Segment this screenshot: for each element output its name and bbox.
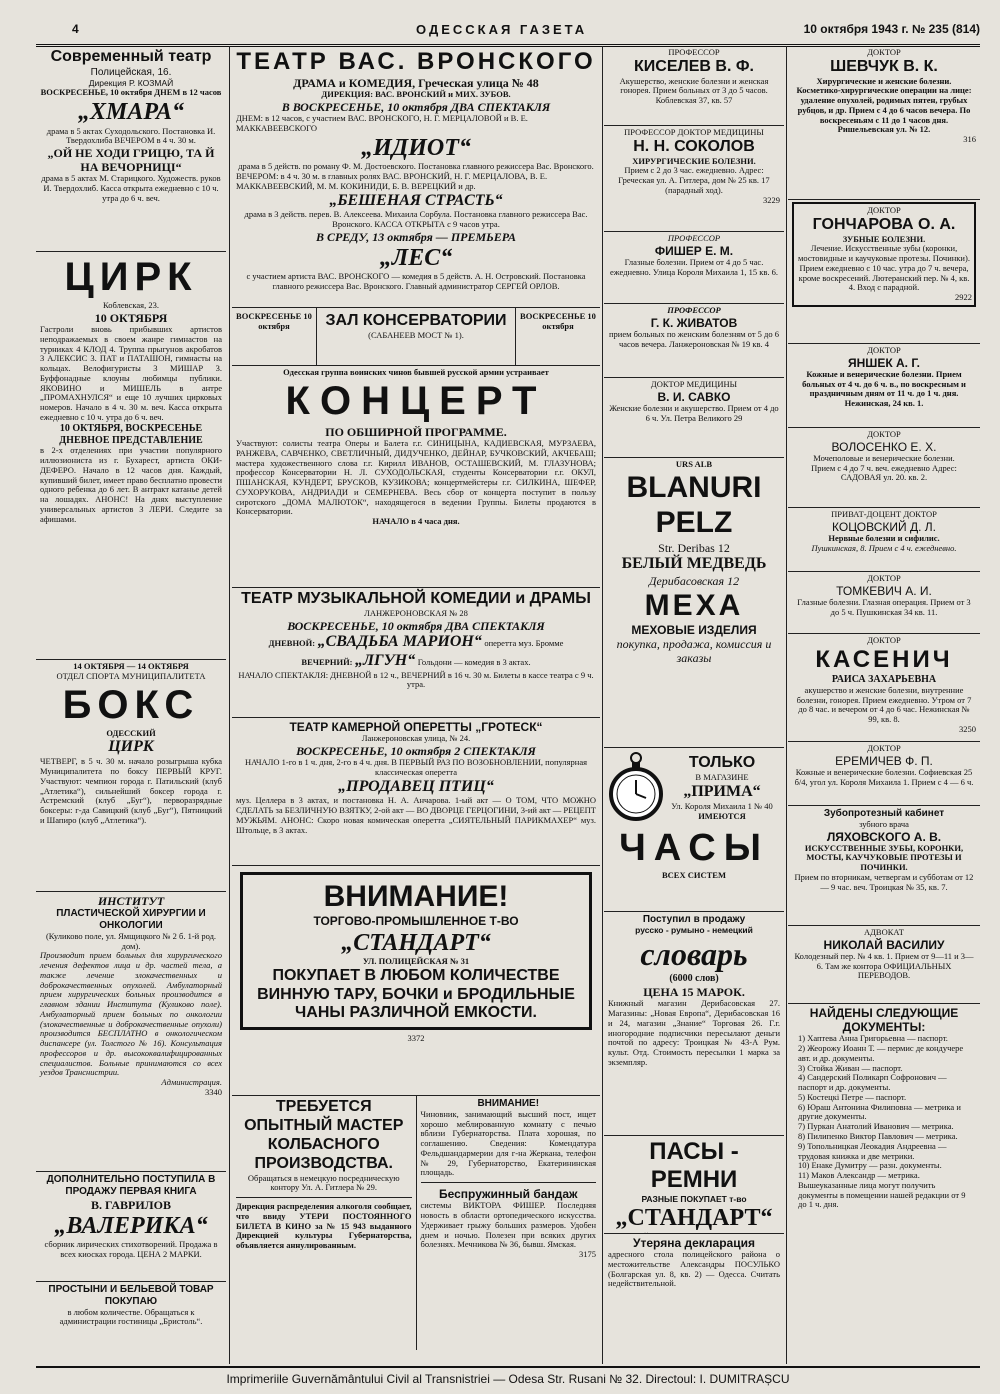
circus-title: ЦИРК <box>64 255 198 299</box>
book-desc: сборник лирических стихотворений. Продажа в всех киосках города. ЦЕНА 2 МАРКИ. <box>44 1239 218 1259</box>
circus-date: 10 ОКТЯБРЯ <box>94 310 168 325</box>
theatre-address: Полицейская, 16. <box>90 66 172 78</box>
doctor-role: ДОКТОР <box>867 573 901 583</box>
musical-day-label: ДНЕВНОЙ: <box>268 637 316 648</box>
prima-address: Ул. Короля Михаила 1 № 40 <box>671 800 773 811</box>
notice-text: Чиновник, занимающий высший пост, ищет хорошо меблированную комнату с печью вблизи Губернаторства. Плата хорошая, по соглашению. Сведения: Комендатура Фельдшандармерии для г-на Жеркана, телефон № 29, Губернаторство, Екатерининская площадь. <box>420 1108 596 1178</box>
bandage-title: Беспружинный бандаж <box>438 1187 578 1202</box>
institute-signature: Администрация. <box>161 1077 222 1088</box>
furs-title: МЕХА <box>644 588 744 622</box>
standart-heading: ВНИМАНИЕ! <box>323 880 509 913</box>
ad-number: 3372 <box>407 1033 425 1044</box>
dental-hours: Прием по вторникам, четвергам и субботам от 12 — 9 час. веч. Троицкая № 35, кв. 7. <box>794 872 974 892</box>
standart-name: „СТАНДАРТ“ <box>341 929 491 956</box>
vronsky-direction: ДИРЕКЦИЯ: ВАС. ВРОНСКИЙ и МИХ. ЗУБОВ. <box>321 89 511 100</box>
doctor-name: ВОЛОСЕНКО Е. Х. <box>831 439 937 454</box>
furs-brand: BLANURI <box>626 470 762 504</box>
ad-lawyer <box>788 926 980 1004</box>
belts-subtitle: РАЗНЫЕ ПОКУПАЕТ т-во <box>641 1193 747 1204</box>
boxing-dates: 14 ОКТЯБРЯ — 14 ОКТЯБРЯ <box>73 661 189 671</box>
doctor-specialty: Мочеполовые и венерические болезни. <box>813 452 955 463</box>
musical-evening-label: ВЕЧЕРНИЙ: <box>301 656 353 667</box>
furs-brand-top: URS ALB <box>675 459 713 469</box>
institute-subtitle: ПЛАСТИЧЕСКОЙ ХИРУРГИИ И ОНКОЛОГИИ <box>56 908 206 931</box>
issue-date: 10 октября 1943 г. № 235 (814) <box>803 22 980 36</box>
doctor-role: ДОКТОР <box>867 47 901 57</box>
doctor-text: Женские болезни и акушерство. Прием от 4 до 6 ч. Ул. Петра Великого 29 <box>609 402 779 423</box>
doctor-role: ПРОФЕССОР <box>668 47 720 57</box>
musical-address: ЛАНЖЕРОНОВСКАЯ № 28 <box>364 607 468 618</box>
ad-bandage <box>421 1183 597 1260</box>
play-title: „БЕШЕНАЯ СТРАСТЬ“ <box>329 191 503 209</box>
conservatory-header <box>232 308 600 366</box>
prima-have: ИМЕЮТСЯ <box>698 810 746 821</box>
doctor-name: КОЦОВСКИЙ Д. Л. <box>832 519 936 534</box>
boxing-venue: ЦИРК <box>108 738 154 756</box>
ad-number: 3175 <box>579 1249 596 1260</box>
prima-title: ЧАСЫ <box>619 827 769 869</box>
doctor-first-name: РАИСА ЗАХАРЬЕВНА <box>831 674 937 686</box>
furs-text: покупка, продажа, комиссия и заказы <box>616 637 772 666</box>
boxing-text: ЧЕТВЕРГ, в 5 ч. 30 м. начало розыгрыша кубка Муниципалитета по боксу ПЕРВЫЙ КРУГ. Участвуют: чемпион города г. Патильский (клуб „Атлетика“), сильнейший боксер города г. Астремский (клуб „Буг“), перворазрядные боксеры: г-да Савицкий (клуб „Буг“), Пятницкий и Шапиро (клуб „Атлетика“). <box>40 756 222 825</box>
conservatory-address: (САБАНЕЕВ МОСТ № 1). <box>368 329 464 340</box>
play-desc: драма в 3 действ. перев. В. Алексеева. Михаила Сорбула. Постановка главного режиссера Вас. Вронского. КАССА ОТКРЫТА с 9 часов утра. <box>244 209 588 230</box>
lawyer-role: АДВОКАТ <box>864 927 904 937</box>
dict-text: Книжный магазин Дерибасовская 27. Магазины: „Новая Европа“, Дерибасовская 16 и 24, магазин „Знание“ Торговая 26. Г.г. иногородние подписчики пересылают деньги почтой по адресу: Троицкая № 43-А Рум. культ. Отд. Стоимость пересылки 1 марка за экземпляр. <box>608 998 780 1067</box>
play-desc: драма в 5 актах Суходольского. Постановка И. Твердохлиба ВЕЧЕРОМ в 4 ч. 30 м. <box>46 125 216 146</box>
circus-matinee: в 2-х отделениях при участии популярного иллюзиониста из г. Бухарест, артиста ОКИ-ДЕФЕРО. Начало в 12 часов дня. Каждый, купивший билет, имеет право бесплатно провести одного ребенка до 6 лет. В антракт катанье детей на лошадях. АНОНС! На днях выступление универсальных артистов 3 ЛЕРИ. Следите за афишами. <box>40 445 222 524</box>
doctor-text: Глазные болезни. Прием от 4 до 5 час. ежедневно. Улица Короля Михаила 1, 15 кв. 6. <box>610 256 778 277</box>
master-title: ТРЕБУЕТСЯ ОПЫТНЫЙ МАСТЕР КОЛБАСНОГО ПРОИЗВОДСТВА. <box>244 1098 404 1172</box>
lawyer-text: Колодезный пер. № 4 кв. 1. Прием от 9—11 и 3—6. Там же контора ОФИЦИАЛЬНЫХ ПЕРЕВОДОВ. <box>794 950 974 981</box>
ad-dictionary <box>604 912 784 1136</box>
dental-name: ЛЯХОВСКОГО А. В. <box>826 829 942 844</box>
grotesk-title: ТЕАТР КАМЕРНОЙ ОПЕРЕТТЫ „ГРОТЕСК“ <box>289 720 543 734</box>
grotesk-start: НАЧАЛО 1-го в 1 ч. дня, 2-го в 4 ч. дня. В ПЕРВЫЙ РАЗ ПО ВОЗОБНОВЛЕНИИ, популярная классическая оперетта <box>244 757 588 777</box>
ad-goncharova <box>788 200 980 344</box>
doctor-specialty: Нервные болезни и сифилис. <box>828 532 940 543</box>
doctor-text: Пушкинская, 8. Прием с 4 ч. ежедневно. <box>811 542 957 553</box>
doctor-text: Глазные болезни. Глазная операция. Прием от 3 до 5 ч. Пушкинская 34 кв. 11. <box>797 596 971 617</box>
bandage-text: системы ВИКТОРА ФИШЕР. Последняя новость в области ортопедического искусства. Удерживает грыжу больших размеров. Удобен днем и ночью. Полезен при всяких других болезнях. Мечникова № 36, бывш. Ямская. <box>420 1200 596 1250</box>
dict-price: ЦЕНА 15 МАРОК. <box>643 985 745 1000</box>
doctor-role: ПРОФЕССОР ДОКТОР МЕДИЦИНЫ <box>624 127 764 137</box>
furs-address: Str. Deribas 12 <box>658 540 730 555</box>
concert-start: НАЧАЛО в 4 часа дня. <box>372 516 460 527</box>
doctor-name: ТОМКЕВИЧ А. И. <box>836 583 932 598</box>
ad-eremichev <box>788 742 980 806</box>
found-item: 7) Пуркан Анатолий Иванович — метрика. <box>798 1121 954 1132</box>
vronsky-sunday: В ВОСКРЕСЕНЬЕ, 10 октября ДВА СПЕКТАКЛЯ <box>281 100 551 115</box>
column-2 <box>232 46 600 1364</box>
ad-vronsky-theatre <box>232 46 600 308</box>
ad-belts <box>604 1136 784 1234</box>
circus-address: Коблевская, 23. <box>103 300 159 311</box>
doctor-role: ДОКТОР <box>867 345 901 355</box>
grotesk-address: Ланжероновская улица, № 24. <box>361 733 471 744</box>
ad-musical-theatre <box>232 588 600 718</box>
dental-subtitle: зубного врача <box>859 818 909 829</box>
doctor-name: КАСЕНИЧ <box>815 645 953 673</box>
linen-title: ПРОСТЫНИ И БЕЛЬЕВОЙ ТОВАР ПОКУПАЮ <box>48 1284 214 1307</box>
theatre-name: Современный театр <box>50 48 212 65</box>
doctor-role: ДОКТОР <box>867 429 901 439</box>
play-desc: Гольдони — комедия в 3 актах. <box>417 656 531 667</box>
vronsky-premiere: В СРЕДУ, 13 октября — ПРЕМЬЕРА <box>315 229 517 244</box>
ad-kasenich <box>788 634 980 742</box>
doctor-text: Кожные и венерические болезни. Софиевская 25 б/4, угол ул. Короля Михаила 1. Прием с 4 — 6 ч. <box>794 766 974 787</box>
play-title: „ОЙ НЕ ХОДИ ГРИЦЮ, ТА Й НА ВЕЧОРНИЦІ“ <box>47 146 215 175</box>
conservatory-date: ВОСКРЕСЕНЬЕ 10 октября <box>520 311 596 331</box>
ad-lost-declaration <box>604 1234 784 1314</box>
ad-lyakhovsky <box>788 806 980 926</box>
doctor-text: Прием с 2 до 3 час. ежедневно. Адрес: Греческая ул. А. Гитлера, дом № 25 кв. 17 (парадный ход). <box>618 165 770 195</box>
doctor-role: ДОКТОР <box>867 635 901 645</box>
standart-address: УЛ. ПОЛИЦЕЙСКАЯ № 31 <box>362 955 470 966</box>
book-heading: ДОПОЛНИТЕЛЬНО ПОСТУПИЛА В ПРОДАЖУ ПЕРВАЯ КНИГА <box>46 1174 216 1197</box>
column-divider <box>229 46 230 1364</box>
dict-heading: Поступил в продажу <box>642 914 746 925</box>
play-title: „ИДИОТ“ <box>361 134 471 161</box>
ad-shevchuk <box>788 46 980 200</box>
doctor-text: Акушерство, женские болезни и женская гонорея. Прием больных от 3 до 5 часов. Коблевская 37, кв. 57 <box>619 75 769 106</box>
institute-title: ИНСТИТУТ <box>97 894 165 908</box>
ad-modern-theatre <box>36 46 226 252</box>
doctor-role: ДОКТОР МЕДИЦИНЫ <box>650 379 738 389</box>
belts-name: „СТАНДАРТ“ <box>615 1205 773 1232</box>
ad-institute <box>36 892 226 1172</box>
standart-org: ТОРГОВО-ПРОМЫШЛЕННОЕ Т-ВО <box>313 914 519 929</box>
furs-brand: PELZ <box>655 506 733 540</box>
doctor-role: ПРИВАТ-ДОЦЕНТ ДОКТОР <box>831 509 937 519</box>
ad-kiselev <box>604 46 784 126</box>
found-item: 11) Маков Александр — метрика. Вышеуказанные лица могут получить документы в помещении нашей редакции от 9 до 1 ч. дня. <box>798 1170 966 1210</box>
play-desc: драма в 5 действ. по роману Ф. М. Достоевского. Постановка главного режиссера Вас. Вронского. <box>238 161 594 172</box>
musical-sunday: ВОСКРЕСЕНЬЕ, 10 октября ДВА СПЕКТАКЛЯ <box>287 618 545 633</box>
found-item: 5) Костецкі Петре — паспорт. <box>798 1091 907 1102</box>
ad-circus <box>36 252 226 660</box>
ad-number: 2922 <box>955 292 972 303</box>
newspaper-title: ОДЕССКАЯ ГАЗЕТА <box>416 22 588 37</box>
ad-number: 316 <box>963 134 976 145</box>
grotesk-text: муз. Целлера в 3 актах, и постановка Н. А. Анчарова. 1-ый акт — О ТОМ, ЧТО МОЖНО СДЕЛАТЬ за БЕЗЛИЧНУЮ ВЗЯТКУ, 2-ой акт — ВО ДВОРЦЕ ГЕРЦОГИНИ, 3-ий акт — РЕЦЕПТ МУЖЬЯМ. АНОНС: Скоро новая комическая оперетта „СИЯТЕЛЬНЫЙ ПАРИКМАХЕР“ муз. Штольце, в 3 актах. <box>236 795 596 835</box>
column-3 <box>604 46 784 1364</box>
boxing-venue: ОДЕССКИЙ <box>106 727 156 738</box>
found-item: 1) Хаптева Анна Григорьевна — паспорт. <box>798 1033 948 1044</box>
play-title: „ЛЕС“ <box>379 245 453 272</box>
doctor-text: Косметико-хирургические операции на лице: удаление опухолей, родимых пятен, грубых рубцов, и др. Прием с 4 до 6 часов вечера. По воскресеньям с 11 до 1 часов дня. Ришельевская ул. № 12. <box>796 85 972 135</box>
found-item: 8) Пилипенко Виктор Павлович — метрика. <box>798 1130 958 1141</box>
found-item: 3) Стойка Живан — паспорт. <box>798 1062 903 1073</box>
belts-title: ПАСЫ - РЕМНИ <box>649 1138 739 1194</box>
doctor-role: ДОКТОР <box>867 205 901 215</box>
doctor-name: Г. К. ЖИВАТОВ <box>650 315 738 330</box>
vronsky-subtitle: ДРАМА и КОМЕДИЯ, Греческая улица № 48 <box>293 76 539 91</box>
vronsky-evening: ВЕЧЕРОМ: в 4 ч. 30 м. в главных ролях ВАС. ВРОНСКИЙ, Н. Г. МЕРЦАЛОВА, В. Е. МАККАВЕЕВСКИЙ, М. М. КОКИНИДИ, Б. В. ВЕРЕЦКИЙ и др. <box>236 171 548 191</box>
ad-linen <box>36 1282 226 1352</box>
found-item: 6) Юраш Антонина Филиповна — метрика и другие документы. <box>798 1101 961 1122</box>
dict-title: словарь <box>640 935 748 972</box>
doctor-text: Кожные и венерические болезни. Прием больных от 4 ч. до 6 ч. в., по воскресным и праздничным дням от 11 ч. до 1 ч. дня. Нежинская, 24 кв. 1. <box>802 368 966 409</box>
furs-shop-address: Дерибасовская 12 <box>648 573 740 588</box>
ad-number: 3229 <box>763 194 780 205</box>
ad-boxing <box>36 660 226 892</box>
imprint-footer: Imprimeriile Guvernământului Civil al Transnistriei — Odesa Str. Rusani № 32. Directoul: I. DUMITRAȘCU <box>36 1366 980 1390</box>
book-title: „ВАЛЕРИКА“ <box>54 1212 208 1239</box>
ad-savko <box>604 378 784 458</box>
doctor-specialty: ЗУБНЫЕ БОЛЕЗНИ. <box>842 233 926 244</box>
small-ads-row <box>232 1096 600 1350</box>
play-desc: оперетта муз. Бромме <box>484 637 564 648</box>
doctor-text: прием больных по женским болезням от 5 до 6 часов вечера. Ланжероновская № 19 кв. 4 <box>608 328 779 349</box>
found-item: 10) Енаке Думитру — разн. документы. <box>798 1160 942 1171</box>
play-desc: с участием артиста ВАС. ВРОНСКОГО — комедия в 5 действ. А. Н. Островский. Постановка главного режиссера Вас. Вронского. Главный администратор СЕРГЕЙ ОРЛОВ. <box>246 271 586 292</box>
lawyer-name: НИКОЛАЙ ВАСИЛИУ <box>823 937 945 952</box>
circus-program: Гастроли вновь прибывших артистов неподражаемых в своем жанре гимнастов на турниках 4 КЛОД 4. Труппа прыгунов акробатов 3 АЛЕКСИС 3. ПАТ и ПАТАШОН, гимнасты на кольцах. Велофигуристы 3 МИШАР 3. Буффонадные клоуны любимцы публики. ЯКОВИНО и МИШЕЛЬ в антре „ПРОМАХНУЛСЯ“ и еще 10 лучших цирковых номеров. Начало в 4 ч. 30 м. веч. Касса открыта ежедневно с 10 ч. утра до 6 ч. веч. <box>40 324 222 422</box>
found-documents <box>788 1004 980 1294</box>
ad-prima-watches <box>604 748 784 912</box>
institute-address: (Куликово поле, ул. Ямщицкого № 2 б. 1-й род. дом). <box>45 930 217 951</box>
doctor-name: КИСЕЛЕВ В. Ф. <box>634 57 754 75</box>
vronsky-day: ДНЕМ: в 12 часов, с участием ВАС. ВРОНСКОГО, Н. Г. МЕРЦАЛОВОЙ и В. Е. МАККАВЕЕВСКОГО <box>236 113 528 134</box>
conservatory-title: ЗАЛ КОНСЕРВАТОРИИ <box>325 312 507 329</box>
institute-text: Производит прием больных для хирургического лечения дефектов лица и др. частей тела, а также лечение злокачественных и доброкачественных опухолей. Амбулаторный прием хирургических больных производится в главном здании Института (Куликово поле). Амбулаторный прием больных по онкологии (злокачественные и доброкачественные опухоли) производится БЕСПЛАТНО в онкологическом диспансере (ул. Толстого № 16). Консультация профессоров и др. высококвалифицированных специалистов. Больные принимаются со всех уездов Транснистрии. <box>40 950 222 1078</box>
concert-title: КОНЦЕРТ <box>285 378 547 423</box>
declaration-text: адресного стола полицейского района о местожительстве Александры ПОСУЛЬКО (Болгарская ул. 8, кв. 2) — Одесса. Считать недействительной. <box>608 1249 780 1289</box>
prima-in: В МАГАЗИНЕ <box>695 772 749 783</box>
play-title: „ХМАРА“ <box>78 99 184 126</box>
notice-title: ВНИМАНИЕ! <box>477 1098 540 1109</box>
concert-organizer: Одесская группа воинских чинов бывшей русской армии устраивает <box>283 367 549 377</box>
doctor-text: Прием с 4 до 7 ч. веч. ежедневно Адрес: САДОВАЯ ул. 20. кв. 2. <box>811 462 957 483</box>
play-title: „ЛГУН“ <box>355 651 416 669</box>
column-4 <box>788 46 980 1364</box>
found-title: НАЙДЕНЫ СЛЕДУЮЩИЕ ДОКУМЕНТЫ: <box>809 1006 959 1035</box>
ad-concert <box>232 366 600 588</box>
found-item: 4) Сандерский Поликарп Софронович — паспорт и др. документы. <box>798 1072 947 1093</box>
page-number: 4 <box>72 22 79 36</box>
standart-text: ПОКУПАЕТ В ЛЮБОМ КОЛИЧЕСТВЕ ВИННУЮ ТАРУ, БОЧКИ и БРОДИЛЬНЫЕ ЧАНЫ РАЗЛИЧНОЙ ЕМКОСТИ. <box>257 966 575 1022</box>
column-divider <box>602 46 603 1364</box>
doctor-role: ПРОФЕССОР <box>667 305 721 315</box>
boxing-title: БОКС <box>62 682 200 727</box>
page-header <box>36 18 980 47</box>
ad-grotesk <box>232 718 600 866</box>
ad-book <box>36 1172 226 1282</box>
ad-standart <box>232 866 600 1096</box>
theatre-sunday: ВОСКРЕСЕНЬЕ, 10 октября ДНЕМ в 12 часов <box>40 87 222 98</box>
doctor-name: ГОНЧАРОВА О. А. <box>812 215 956 233</box>
prima-only: ТОЛЬКО <box>688 754 756 772</box>
vronsky-title: ТЕАТР ВАС. ВРОНСКОГО <box>236 48 596 75</box>
doctor-name: ЯНШЕК А. Г. <box>848 355 920 370</box>
ad-number: 3340 <box>205 1087 222 1097</box>
found-item: 9) Топольницкая Леокадия Андреевна — трудовая книжка и две метрики. <box>798 1140 947 1161</box>
ad-number: 3250 <box>959 723 976 734</box>
furs-shop: БЕЛЫЙ МЕДВЕДЬ <box>621 554 767 572</box>
ad-tomkevich <box>788 572 980 634</box>
ad-furs <box>604 458 784 748</box>
concert-subtitle: ПО ОБШИРНОЙ ПРОГРАММЕ. <box>325 424 507 439</box>
linen-text: в любом количестве. Обращаться к администрации гостиницы „Бристоль“. <box>59 1306 203 1327</box>
boxing-organizer: ОТДЕЛ СПОРТА МУНИЦИПАЛИТЕТА <box>56 670 206 681</box>
master-text: Обращаться в немецкую посредническую контору Ул. А. Гитлера № 29. <box>247 1172 400 1193</box>
grotesk-sunday: ВОСКРЕСЕНЬЕ, 10 октября 2 СПЕКТАКЛЯ <box>296 743 536 758</box>
dental-text: ИСКУССТВЕННЫЕ ЗУБЫ, КОРОНКИ, МОСТЫ, КАУЧУКОВЫЕ ПРОТЕЗЫ И ПОЧИНКИ. <box>804 842 964 873</box>
column-1 <box>36 46 226 1364</box>
dental-title: Зубопротезный кабинет <box>823 808 945 819</box>
doctor-role: ДОКТОР <box>867 743 901 753</box>
play-title: „ПРОДАВЕЦ ПТИЦ“ <box>338 777 494 795</box>
ad-fisher <box>604 232 784 304</box>
ticket-notice: Дирекция распределения алкоголя сообщает, что ввиду УТЕРИ ПОСТОЯННОГО БИЛЕТА В КИНО за № 15 943 выданного Дирекцией культуры Губернаторства, объявляется аннулированным. <box>236 1201 412 1251</box>
ad-sokolov <box>604 126 784 232</box>
doctor-name: Н. Н. СОКОЛОВ <box>633 137 755 155</box>
book-author: В. ГАВРИЛОВ <box>91 1197 171 1212</box>
ad-volosenko <box>788 428 980 508</box>
ad-zhivatov <box>604 304 784 378</box>
circus-matinee-heading: 10 ОКТЯБРЯ, ВОСКРЕСЕНЬЕ ДНЕВНОЕ ПРЕДСТАВЛЕНИЕ <box>59 422 203 446</box>
doctor-name: ЕРЕМИЧЕВ Ф. П. <box>835 753 933 768</box>
concert-text: Участвуют: солисты театра Оперы и Балета г.г. СИНИЦЫНА, КАДИЕВСКАЯ, МУРЗАЕВА, РАНЖЕВА, САВЧЕНКО, СВЕТЛИЧНЫЙ, ДИДУЧЕНКО, ДЕЙНАР, БУЧКОВСКИЙ, АКЧЕБАШ; мастера художественного слова г.г. Кирилл ИВАНОВ, ОСТАШЕВСКИЙ, М. ГЛАЗУНОВА; профессор Консерватории Н. Л. СУХОДОЛЬСКАЯ, студенты Консерватории г.г. ОКУЛ, ПШАНСКАЯ, КУНДЕРТ, БРУСКОВ, КУЗИКОВА; концертмейстеры г.г. СИЛКИНА, ШЕФЕР, СУХОРУКОВА, АНДРИАДИ и СЕМЕРНЕВА. Весь сбор от концерта поступит в пользу сиротского „ДОМА МАЛЮТОК“, находящегося в ведении Группы. Билеты продаются в Консерватории. <box>236 438 596 517</box>
prima-subtitle: ВСЕХ СИСТЕМ <box>662 869 726 880</box>
ad-attention <box>421 1098 597 1183</box>
musical-title: ТЕАТР МУЗЫКАЛЬНОЙ КОМЕДИИ и ДРАМЫ <box>241 590 591 607</box>
prima-name: „ПРИМА“ <box>683 783 761 801</box>
pocket-watch-icon <box>608 750 664 826</box>
dict-languages: русско - румыно - немецкий <box>635 924 753 935</box>
conservatory-date: ВОСКРЕСЕНЬЕ 10 октября <box>232 308 317 365</box>
found-item: 2) Жеорожу Иоанн Т. — пермис де кондучере авт. и др. документы. <box>798 1043 964 1063</box>
column-divider <box>786 46 787 1364</box>
theatre-direction: Дирекция Р. КОЗМАЙ <box>88 77 174 88</box>
ad-yanshek <box>788 344 980 428</box>
doctor-name: В. И. САВКО <box>657 389 731 404</box>
ad-kotsovsky <box>788 508 980 572</box>
furs-subtitle: МЕХОВЫЕ ИЗДЕЛИЯ <box>631 623 757 638</box>
play-desc: драма в 5 актах М. Старицкого. Художеств. руков И. Твердохлиб. Касса открыта ежедневно с 10 ч. утра до 6 ч. веч. <box>41 173 221 203</box>
doctor-name: ШЕВЧУК В. К. <box>830 57 938 75</box>
doctor-name: ФИШЕР Е. М. <box>654 243 734 258</box>
doctor-specialty: Хирургические и женские болезни. <box>816 75 952 86</box>
doctor-text: акушерство и женские болезни, внутренние болезни, гонорея. Прием ежедневно. Утром от 7 до 8 час. и вечером от 4 до 6 час. Нежинская № 99, кв. 8. <box>796 684 972 725</box>
declaration-title: Утеряна декларация <box>633 1236 755 1250</box>
doctor-role: ПРОФЕССОР <box>667 233 721 243</box>
doctor-text: Лечение. Искусственные зубы (коронки, мостовидные и каучуковые протезы. Починки). Прием ежедневно с 10 час. утра до 7 ч. вечера, кроме воскресений. Лютеранский пер. № 4, кв. 4. Вход с парадной. <box>798 243 970 293</box>
play-title: „СВАДЬБА МАРИОН“ <box>317 632 482 650</box>
musical-start: НАЧАЛО СПЕКТАКЛЯ: ДНЕВНОЙ в 12 ч., ВЕЧЕРНИЙ в 16 ч. 30 м. Билеты в кассе театра с 9 ч. утра. <box>238 669 594 690</box>
doctor-specialty: ХИРУРГИЧЕСКИЕ БОЛЕЗНИ. <box>632 155 756 166</box>
ad-master-wanted <box>236 1098 412 1198</box>
dict-words: (6000 слов) <box>669 973 719 985</box>
